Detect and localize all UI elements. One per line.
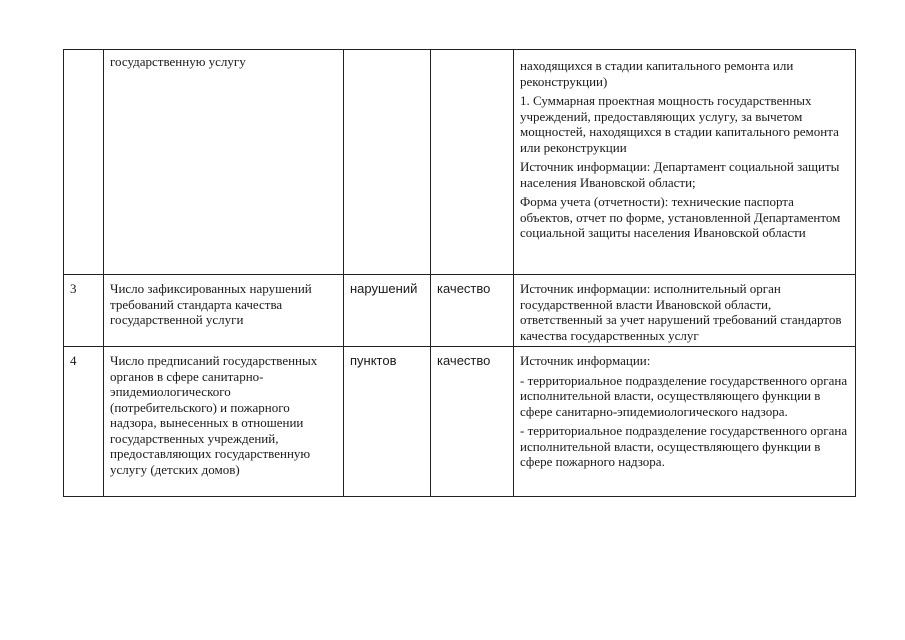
indicators-table (63, 49, 856, 497)
info-paragraph: Форма учета (отчетности): технические паспорта объектов, отчет по форме, установленной Департаментом социальной защиты населения Ивановской области (520, 194, 841, 240)
info-cell (514, 50, 856, 275)
info-paragraph: Источник информации: Департамент социальной защиты населения Ивановской области; (520, 159, 840, 190)
indicator-name: государственную услугу (104, 50, 344, 275)
info-paragraph: - территориальное подразделение государственного органа исполнительной власти, осуществляющего функции в сфере пожарного надзора. (520, 423, 848, 469)
type-cell: качество (431, 275, 514, 347)
info-paragraph: Источник информации: (520, 353, 651, 368)
info-cell (514, 275, 856, 347)
indicator-name: Число зафиксированных нарушений требований стандарта качества государственной услуги (104, 275, 344, 347)
table-row (64, 275, 856, 347)
row-number: 3 (64, 275, 104, 347)
table-row (64, 50, 856, 275)
type-cell: качество (431, 347, 514, 497)
info-cell (514, 347, 856, 497)
info-paragraph: 1. Суммарная проектная мощность государственных учреждений, предоставляющих услугу, за вычетом мощностей, находящихся в стадии капитального ремонта или реконструкции (520, 93, 839, 155)
row-number: 4 (64, 347, 104, 497)
type-cell (431, 50, 514, 275)
unit-cell: нарушений (344, 275, 431, 347)
info-paragraph: находящихся в стадии капитального ремонта или реконструкции) (520, 58, 794, 89)
indicator-name: Число предписаний государственных органов в сфере санитарно-эпидемиологического (потребительского) и пожарного надзора, вынесенных в отношении государственных учреждений, предоставляющих государственную услугу (детских домов) (104, 347, 344, 497)
table-row (64, 347, 856, 497)
row-number (64, 50, 104, 275)
info-paragraph: - территориальное подразделение государственного органа исполнительной власти, осуществляющего функции в сфере санитарно-эпидемиологического надзора. (520, 372, 848, 419)
unit-cell (344, 50, 431, 275)
unit-cell: пунктов (344, 347, 431, 497)
info-paragraph: Источник информации: исполнительный орган государственной власти Ивановской области, ответственный за учет нарушений требований стандартов качества государственных услуг (520, 281, 842, 343)
